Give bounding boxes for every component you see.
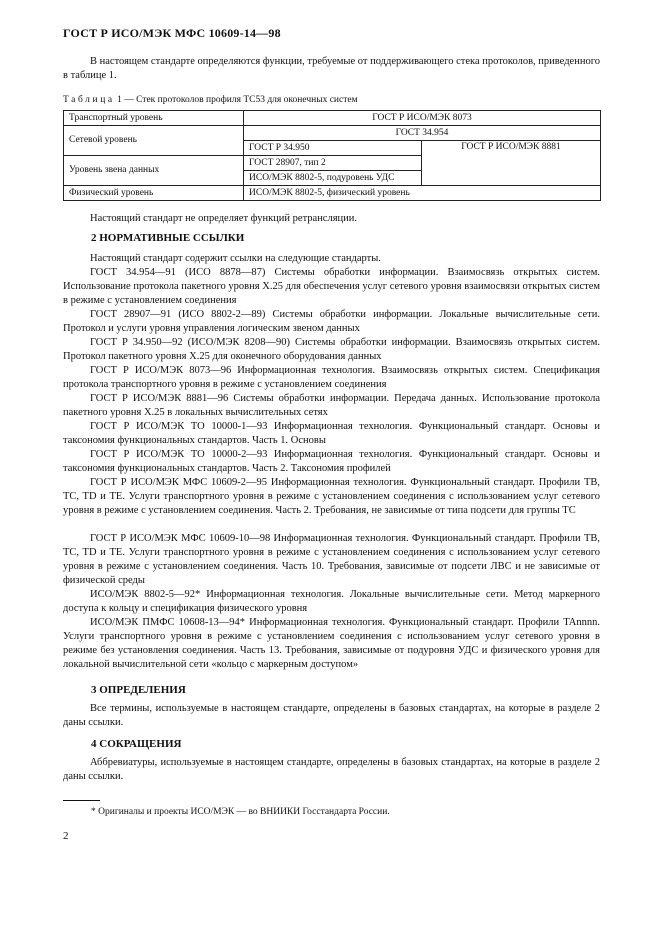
no-relay-note: Настоящий стандарт не определяет функций ретрансляции.	[90, 213, 358, 224]
table-row	[64, 111, 601, 126]
reference-item: ГОСТ Р ИСО/МЭК МФС 10609-2—95 Информационная технология. Функциональный стандарт. Профили TB, TC, TD и TE. Услуги транспортного уровня в режиме с установлением соединения с использованием услуг сетевого уровня в режиме с установлением соединения. Часть 2. Требования, не зависимые от типа подсети для группы TC	[63, 477, 600, 516]
reference-item: ГОСТ Р 34.950—92 (ИСО/МЭК 8208—90) Системы обработки информации. Взаимосвязь открытых систем. Протокол пакетного уровня X.25 для оконечного оборудования данных	[63, 337, 600, 362]
reference-item: ГОСТ 34.954—91 (ИСО 8878—87) Системы обработки информации. Взаимосвязь открытых систем. Использование протокола пакетного уровня X.25 для обеспечения услуг сетевого уровня взаимосвязи открытых систем в режиме с установлением соединения	[63, 267, 600, 306]
table-cell: ГОСТ Р 34.950	[244, 141, 422, 156]
table-cell: ГОСТ Р ИСО/МЭК 8881	[422, 141, 601, 186]
intro-paragraph: В настоящем стандарте определяются функции, требуемые от поддерживающего стека протоколов, приведенного в таблице 1.	[63, 56, 600, 81]
table-cell: ГОСТ 28907, тип 2	[244, 156, 422, 171]
section-3-text: Все термины, используемые в настоящем стандарте, определены в базовых стандартах, на которые в разделе 2 даны ссылки.	[63, 703, 600, 728]
table-caption-text: 1 — Стек протоколов профиля TC53 для оконечных систем	[114, 95, 358, 105]
table-cell: ГОСТ 34.954	[244, 126, 601, 141]
section-4-heading: 4 СОКРАЩЕНИЯ	[91, 738, 182, 750]
section-2-intro: Настоящий стандарт содержит ссылки на следующие стандарты.	[90, 253, 381, 264]
table-caption	[63, 95, 358, 105]
section-4-text: Аббревиатуры, используемые в настоящем стандарте, определены в базовых стандартах, на которые в разделе 2 даны ссылки.	[63, 757, 600, 782]
reference-item: ГОСТ Р ИСО/МЭК 8881—96 Системы обработки информации. Передача данных. Использование протокола пакетного уровня X.25 в локальных вычислительных сетях	[63, 393, 600, 418]
table-row	[64, 126, 601, 141]
footnote: * Оригиналы и проекты ИСО/МЭК — во ВНИИКИ Госстандарта России.	[91, 807, 390, 817]
table-cell: ИСО/МЭК 8802-5, подуровень УДС	[244, 171, 422, 186]
section-2-heading: 2 НОРМАТИВНЫЕ ССЫЛКИ	[91, 232, 245, 244]
table-cell: Физический уровень	[64, 186, 244, 201]
table-cell: ИСО/МЭК 8802-5, физический уровень	[244, 186, 601, 201]
reference-item: ГОСТ Р ИСО/МЭК 8073—96 Информационная технология. Взаимосвязь открытых систем. Спецификация протокола транспортного уровня в режиме с установлением соединения	[63, 365, 600, 390]
reference-item: ГОСТ 28907—91 (ИСО 8802-2—89) Системы обработки информации. Локальные вычислительные сети. Протокол и услуги уровня управления логическим звеном данных	[63, 309, 600, 334]
reference-item: ГОСТ Р ИСО/МЭК ТО 10000-2—93 Информационная технология. Функциональный стандарт. Основы и таксономия функциональных стандартов. Часть 2. Таксономия профилей	[63, 449, 600, 474]
table-cell: Сетевой уровень	[64, 126, 244, 156]
reference-item: ГОСТ Р ИСО/МЭК ТО 10000-1—93 Информационная технология. Функциональный стандарт. Основы и таксономия функциональных стандартов. Часть 1. Основы	[63, 421, 600, 446]
table-caption-word: Таблица	[63, 95, 115, 105]
table-cell: Транспортный уровень	[64, 111, 244, 126]
reference-item: ИСО/МЭК 8802-5—92* Информационная технология. Локальные вычислительные сети. Метод маркерного доступа к кольцу и спецификация физического уровня	[63, 589, 600, 614]
protocol-stack-table	[63, 110, 601, 201]
table-row	[64, 186, 601, 201]
reference-item: ИСО/МЭК ПМФС 10608-13—94* Информационная технология. Функциональный стандарт. Профили TAnnnn. Услуги транспортного уровня в режиме с установлением соединения с использованием услуг сетевого уровня в режиме без установления соединения. Часть 13. Требования, зависимые от подуровня УДС и физического уровня для локальной вычислительной сети «кольцо с маркерным доступом»	[63, 617, 600, 670]
table-cell: Уровень звена данных	[64, 156, 244, 186]
table-cell: ГОСТ Р ИСО/МЭК 8073	[244, 111, 601, 126]
page-number: 2	[63, 830, 69, 842]
page-header: ГОСТ Р ИСО/МЭК МФС 10609-14—98	[63, 26, 281, 40]
footnote-divider	[63, 800, 100, 801]
reference-item: ГОСТ Р ИСО/МЭК МФС 10609-10—98 Информационная технология. Функциональный стандарт. Профили TB, TC, TD и TE. Услуги транспортного уровня в режиме с установлением соединения с использованием услуг сетевого уровня в режиме с установлением соединения. Часть 10. Требования, зависимые от подсети ЛВС и не зависимые от физической среды	[63, 533, 600, 586]
section-3-heading: 3 ОПРЕДЕЛЕНИЯ	[91, 684, 186, 696]
